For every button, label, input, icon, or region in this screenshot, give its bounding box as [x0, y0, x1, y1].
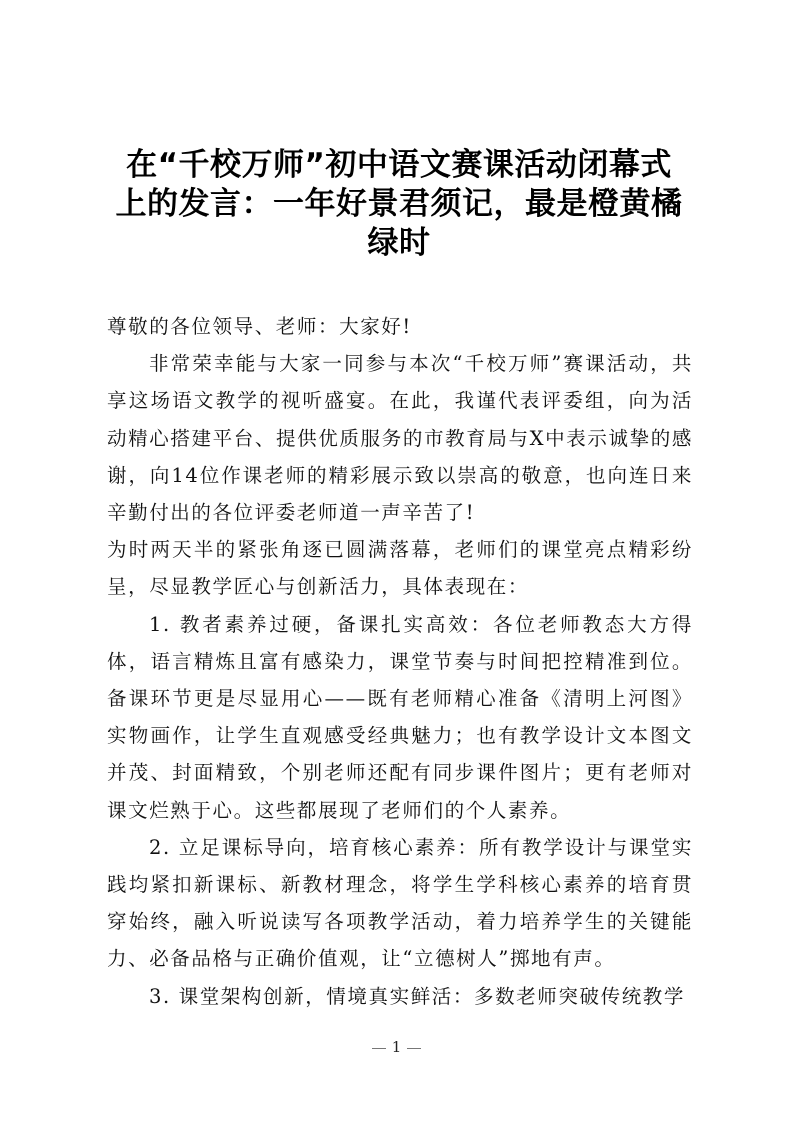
page-number: 1	[391, 1038, 402, 1056]
footer-dash-left	[372, 1048, 386, 1049]
footer-dash-right	[407, 1048, 421, 1049]
salutation: 尊敬的各位领导、老师：大家好!	[107, 315, 412, 338]
document-body	[107, 308, 693, 1015]
page-footer	[0, 1038, 793, 1056]
paragraph-summary: 为时两天半的紧张角逐已圆满落幕，老师们的课堂亮点精彩纷呈，尽显教学匠心与创新活力，具体表现在：	[107, 538, 693, 599]
document-title	[104, 146, 694, 263]
title-line-1: 在“千校万师”初中语文赛课活动闭幕式	[126, 147, 672, 183]
list-item-1: 1. 教者素养过硬，备课扎实高效：各位老师教态大方得体，语言精炼且富有感染力，课堂节奏与时间把控精准到位。备课环节更是尽显用心——既有老师精心准备《清明上河图》实物画作，让学生直观感受经典魅力；也有教学设计文本图文并茂、封面精致，个别老师还配有同步课件图片；更有老师对课文烂熟于心。这些都展现了老师们的个人素养。	[107, 612, 693, 822]
title-line-2: 上的发言：一年好景君须记，最是橙黄橘	[115, 186, 683, 222]
list-item-2: 2. 立足课标导向，培育核心素养：所有教学设计与课堂实践均紧扣新课标、新教材理念，将学生学科核心素养的培育贯穿始终，融入听说读写各项教学活动，着力培养学生的关键能力、必备品格与正确价值观，让“立德树人”掷地有声。	[107, 835, 693, 971]
paragraph-thanks: 非常荣幸能与大家一同参与本次“千校万师”赛课活动，共享这场语文教学的视听盛宴。在此，我谨代表评委组，向为活动精心搭建平台、提供优质服务的市教育局与X中表示诚挚的感谢，向14位作课老师的精彩展示致以崇高的敬意，也向连日来辛勤付出的各位评委老师道一声辛苦了!	[107, 352, 693, 525]
title-line-3: 绿时	[367, 225, 431, 261]
list-item-3: 3. 课堂架构创新，情境真实鲜活：多数老师突破传统教学	[149, 984, 686, 1008]
